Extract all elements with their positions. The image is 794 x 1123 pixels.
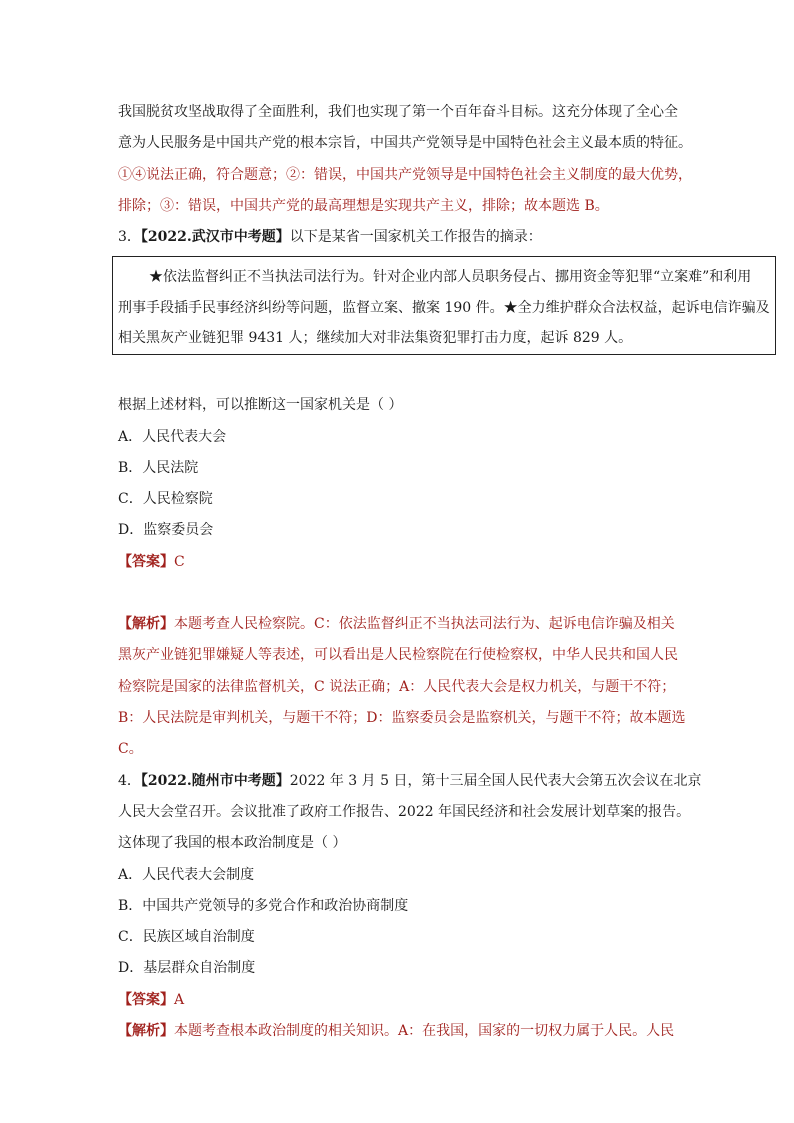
answer-value: A	[174, 992, 185, 1008]
analysis-label: 【解析】	[118, 1023, 174, 1039]
option-d: D．基层群众自治制度	[118, 960, 256, 976]
option-d: D．监察委员会	[118, 522, 214, 538]
answer-line	[118, 991, 184, 1009]
analysis-line: 我国脱贫攻坚战取得了全面胜利，我们也实现了第一个百年奋斗目标。这充分体现了全心全	[118, 104, 678, 120]
analysis-line: 意为人民服务是中国共产党的根本宗旨，中国共产党领导是中国特色社会主义最本质的特征。	[118, 135, 692, 151]
analysis-line: 黑灰产业链犯罪嫌疑人等表述，可以看出是人民检察院在行使检察权，中华人民共和国人民	[118, 647, 678, 663]
answer-line	[118, 553, 185, 571]
analysis-line	[118, 1022, 674, 1040]
analysis-line: 检察院是国家的法律监督机关，C 说法正确；A：人民代表大会是权力机关，与题干不符；	[118, 679, 676, 695]
option-a: A．人民代表大会制度	[118, 867, 255, 883]
answer-value: C	[174, 554, 185, 570]
question-3-prompt: 根据上述材料，可以推断这一国家机关是（ ）	[118, 397, 403, 413]
analysis-text: 本题考查根本政治制度的相关知识。A：在我国，国家的一切权力属于人民。人民	[174, 1023, 675, 1039]
option-c: C．民族区域自治制度	[118, 929, 255, 945]
material-line: ★依法监督纠正不当执法司法行为。针对企业内部人员职务侵占、挪用资金等犯罪“立案难”和利用	[149, 269, 752, 285]
analysis-line: C。	[118, 741, 143, 757]
analysis-line: 排除；③：错误，中国共产党的最高理想是实现共产主义，排除；故本题选 B。	[118, 198, 609, 214]
analysis-label: 【解析】	[118, 616, 174, 632]
question-3-heading	[118, 228, 542, 246]
question-stem: 2022 年 3 月 5 日，第十三届全国人民代表大会第五次会议在北京	[289, 773, 702, 789]
analysis-line: ①④说法正确，符合题意；②：错误，中国共产党领导是中国特色社会主义制度的最大优势，	[118, 167, 692, 183]
question-source: 【2022.武汉市中考题】	[140, 229, 290, 245]
analysis-text: 本题考查人民检察院。C：依法监督纠正不当执法司法行为、起诉电信诈骗及相关	[174, 616, 675, 632]
material-line: 相关黑灰产业链犯罪 9431 人；继续加大对非法集资犯罪打击力度，起诉 829 人。	[118, 330, 633, 346]
question-stem-line: 人民大会堂召开。会议批准了政府工作报告、2022 年国民经济和社会发展计划草案的报告。	[118, 804, 691, 820]
option-b: B．中国共产党领导的多党合作和政治协商制度	[118, 898, 409, 914]
material-box	[112, 256, 776, 355]
analysis-line: B：人民法院是审判机关，与题干不符；D：监察委员会是监察机关，与题干不符；故本题选	[118, 710, 686, 726]
option-b: B．人民法院	[118, 460, 199, 476]
question-number: 3．	[118, 229, 141, 245]
question-stem-line: 这体现了我国的根本政治制度是（ ）	[118, 835, 347, 851]
material-line: 刑事手段插手民事经济纠纷等问题，监督立案、撤案 190 件。★全力维护群众合法权益，起诉电信诈骗及	[118, 300, 770, 316]
option-a: A．人民代表大会	[118, 429, 227, 445]
analysis-line	[118, 615, 675, 633]
question-stem: 以下是某省一国家机关工作报告的摘录：	[289, 229, 542, 245]
question-number: 4．	[118, 773, 141, 789]
answer-label: 【答案】	[118, 992, 174, 1008]
option-c: C．人民检察院	[118, 491, 213, 507]
question-4-heading	[118, 772, 701, 790]
question-source: 【2022.随州市中考题】	[140, 773, 290, 789]
answer-label: 【答案】	[118, 554, 174, 570]
